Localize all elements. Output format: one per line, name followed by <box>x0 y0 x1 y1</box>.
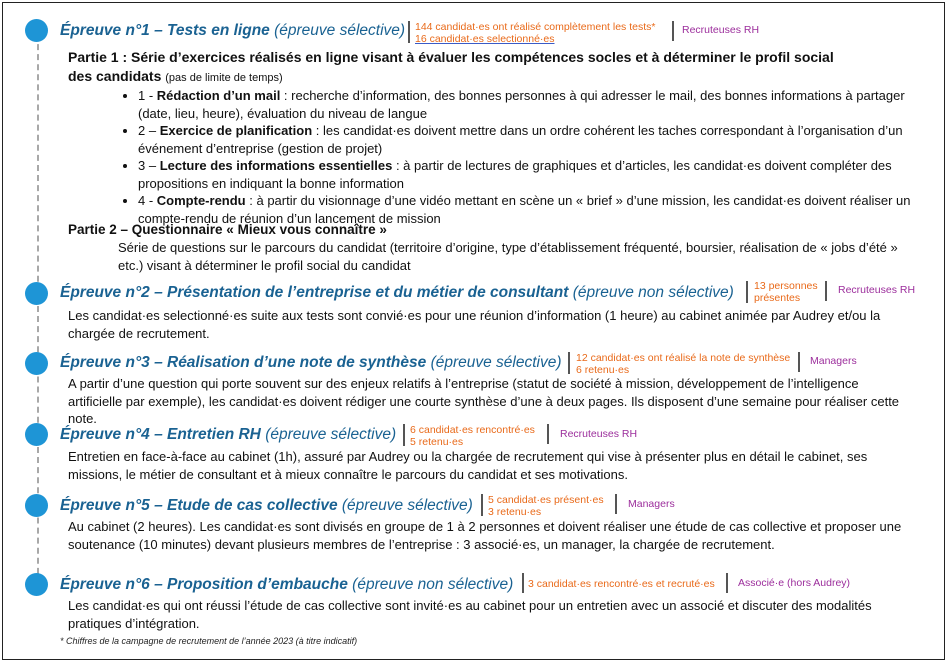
step-6-selectivity: (épreuve non sélective) <box>352 576 514 593</box>
step-4-role: Recruteuses RH <box>560 428 638 440</box>
part-2-line-2: etc.) visant à déterminer le profil social du candidat <box>118 257 411 273</box>
step-5-stat-1: 5 candidat·es présent·es <box>488 494 604 506</box>
exercise-num: 3 – <box>138 158 160 173</box>
step-2-role: Recruteuses RH <box>838 284 916 296</box>
step-4-stat-1: 6 candidat·es rencontré·es <box>410 424 535 436</box>
separator <box>746 281 748 303</box>
step-2-stats <box>754 280 818 304</box>
step-3-role: Managers <box>810 355 857 367</box>
step-1-title-text: Épreuve n°1 – Tests en ligne <box>60 22 270 39</box>
step-2-marker <box>25 282 48 305</box>
step-6-line-1: Les candidat·es qui ont réussi l’étude de cas collective sont invité·es au cabinet pour un entretien avec un associé et discuter des modalités <box>68 598 872 613</box>
exercise-item-2 <box>138 122 938 157</box>
step-1-selectivity: (épreuve sélective) <box>274 22 406 39</box>
exercise-text: : recherche d’information, des bonnes personnes à qui adresser le mail, des bonnes informations à partager (date, lieu, heure), évaluation du niveau de langue <box>138 88 905 121</box>
part-2-body <box>118 239 898 274</box>
part-1-heading-end: des candidats <box>68 68 162 84</box>
step-3-body <box>68 375 899 428</box>
step-1-marker <box>25 19 48 42</box>
step-2-stat-2: présentes <box>754 292 801 304</box>
exercise-num: 2 – <box>138 123 160 138</box>
step-6-line-2: pratiques d’intégration. <box>68 615 200 631</box>
step-6-stat-1: 3 candidat·es rencontré·es et recruté·es <box>528 578 715 590</box>
exercise-item-3 <box>138 157 938 192</box>
step-6-marker <box>25 573 48 596</box>
separator <box>825 281 827 301</box>
step-6-title <box>60 576 513 594</box>
separator <box>726 573 728 593</box>
step-4-stats <box>410 424 535 448</box>
step-2-selectivity: (épreuve non sélective) <box>572 284 734 301</box>
step-4-line-1: Entretien en face-à-face au cabinet (1h), assuré par Audrey ou la chargée de recrutement qui vise à présenter plus en détail le cabinet, ses <box>68 449 868 464</box>
step-3-line-1: A partir d’une question qui porte souvent sur des enjeux relatifs à l’entreprise (statut de société à mission, développement de l’intelligence <box>68 376 859 391</box>
step-1-stats <box>415 21 655 45</box>
step-4-body <box>68 448 867 483</box>
step-5-role: Managers <box>628 498 675 510</box>
step-3-marker <box>25 352 48 375</box>
separator <box>481 494 483 516</box>
exercise-label: Rédaction d’un mail <box>156 88 281 103</box>
part-1-heading-line-2 <box>68 67 283 88</box>
separator <box>408 21 410 43</box>
exercise-label: Lecture des informations essentielles <box>159 158 393 173</box>
separator <box>568 352 570 374</box>
step-1-stat-2: 16 candidat·es selectionné·es <box>415 33 555 45</box>
exercise-item-1 <box>138 87 938 122</box>
exercise-list <box>118 87 938 227</box>
step-3-stats <box>576 352 790 376</box>
exercise-label: Exercice de planification <box>159 123 313 138</box>
step-5-body <box>68 518 901 553</box>
step-5-title-text: Épreuve n°5 – Etude de cas collective <box>60 497 338 514</box>
exercise-text: : les candidat·es doivent mettre dans un ordre cohérent les taches correspondant à l’organisation d’un événement d’entreprise (gestion de projet) <box>138 123 903 156</box>
step-3-selectivity: (épreuve sélective) <box>430 354 562 371</box>
step-5-line-1: Au cabinet (2 heures). Les candidat·es sont divisés en groupe de 1 à 2 personnes et doivent réaliser une étude de cas collective et proposer une <box>68 519 902 534</box>
part-2-heading: Partie 2 – Questionnaire « Mieux vous connaître » <box>68 222 387 237</box>
separator <box>547 424 549 444</box>
step-5-stat-2: 3 retenu·es <box>488 506 542 518</box>
step-4-selectivity: (épreuve sélective) <box>265 426 397 443</box>
separator <box>672 21 674 41</box>
step-6-stats <box>528 578 715 590</box>
step-1-stat-1: 144 candidat·es ont réalisé complètement les tests* <box>415 21 656 33</box>
step-2-line-2: chargée de recrutement. <box>68 325 210 341</box>
step-4-title-text: Épreuve n°4 – Entretien RH <box>60 426 261 443</box>
exercise-text: : à partir du visionnage d’une vidéo mettant en scène un « brief » d’une mission, les candidat·es doivent réaliser un compte-rendu de réunion d’un lancement de mission <box>138 193 911 226</box>
step-6-role: Associé·e (hors Audrey) <box>738 577 851 589</box>
step-5-line-2: soutenance (10 minutes) devant plusieurs membres de l’entreprise : 3 associé·es, un manager, la chargée de recrutement. <box>68 536 775 552</box>
step-4-marker <box>25 423 48 446</box>
part-2-line-1: Série de questions sur le parcours du candidat (territoire d’origine, type d’établissement fréquenté, boursier, réalisation de « jobs d’été » <box>118 240 898 255</box>
step-2-title <box>60 284 734 302</box>
exercise-label: Compte-rendu <box>156 193 246 208</box>
part-1-note: (pas de limite de temps) <box>165 72 283 84</box>
step-4-line-2: missions, le métier de consultant et à mieux connaître le parcours du candidat et ses motivations. <box>68 466 629 482</box>
step-2-body <box>68 307 880 342</box>
part-1-heading: Partie 1 : Série d’exercices réalisés en ligne visant à évaluer les compétences socles et à déterminer le profil social <box>68 49 834 65</box>
step-5-stats <box>488 494 604 518</box>
exercise-num: 1 - <box>138 88 157 103</box>
exercise-num: 4 - <box>138 193 157 208</box>
step-3-line-2: artificielle par exemple), les candidat·es doivent rédiger une courte synthèse d’une à deux pages. Ils disposent d’une semaine pour réaliser cette <box>68 393 900 409</box>
step-1-title <box>60 22 405 40</box>
separator <box>615 494 617 514</box>
exercise-text: : à partir de lectures de graphiques et d’articles, les candidat·es doivent compléter des propositions en indiquant la bonne information <box>138 158 892 191</box>
separator <box>798 352 800 372</box>
footnote: * Chiffres de la campagne de recrutement de l’année 2023 (à titre indicatif) <box>60 636 358 646</box>
step-6-title-text: Épreuve n°6 – Proposition d’embauche <box>60 576 348 593</box>
step-3-line-3: note. <box>68 411 97 426</box>
step-5-marker <box>25 494 48 517</box>
step-5-title <box>60 497 473 515</box>
step-3-stat-2: 6 retenu·es <box>576 364 630 376</box>
step-1-role: Recruteuses RH <box>682 24 760 36</box>
step-3-title <box>60 354 562 372</box>
step-3-stat-1: 12 candidat·es ont réalisé la note de synthèse <box>576 352 791 364</box>
separator <box>522 573 524 593</box>
step-4-stat-2: 5 retenu·es <box>410 436 464 448</box>
step-2-title-text: Épreuve n°2 – Présentation de l’entreprise et du métier de consultant <box>60 284 569 301</box>
step-2-stat-1: 13 personnes <box>754 280 818 292</box>
step-6-body <box>68 597 872 632</box>
step-4-title <box>60 426 396 444</box>
separator <box>403 424 405 446</box>
step-2-line-1: Les candidat·es selectionné·es suite aux tests sont convié·es pour une réunion d’information (1 heure) au cabinet animée par Audrey et/ou la <box>68 308 881 323</box>
step-3-title-text: Épreuve n°3 – Réalisation d’une note de synthèse <box>60 354 427 371</box>
step-5-selectivity: (épreuve sélective) <box>341 497 473 514</box>
